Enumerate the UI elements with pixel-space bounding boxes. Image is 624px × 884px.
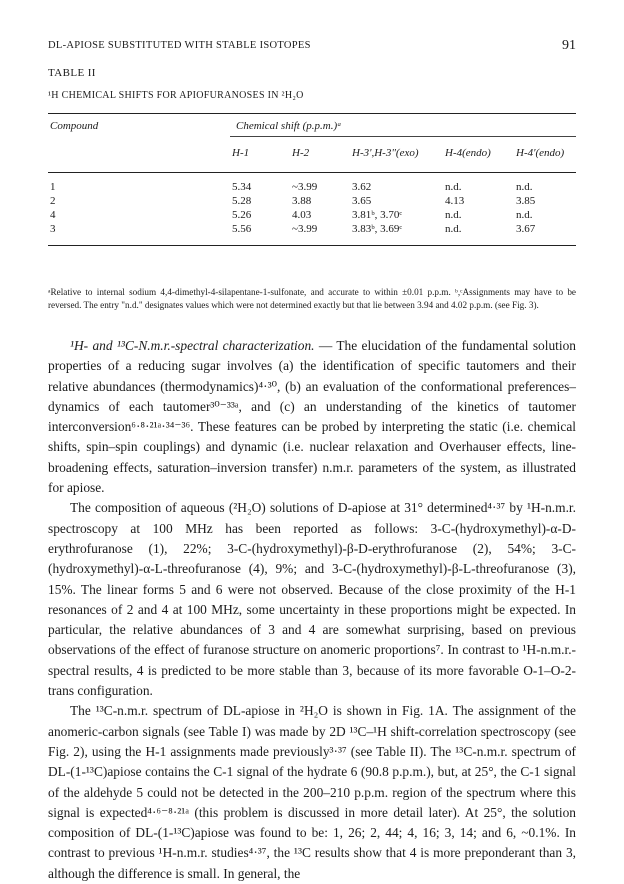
cell-compound: 4 [50,209,56,221]
cell-h4: 4.13 [445,195,465,207]
table-footnote: ᵃRelative to internal sodium 4,4-dimethyl-4-silapentane-1-sulfonate, and accurate to within ±0.01 p.p.m. ᵇ,ᶜAssignments may have to be reversed. The entry "n.d." designates values which were not determined exactly but that lie between 3.94 and 4.02 p.p.m. (see Fig. 3). [48,287,576,310]
compound-column-header: Compound [50,120,99,132]
chemical-shift-table [48,113,576,246]
cell-h4p: n.d. [516,181,533,193]
header-sub-rule [230,136,576,137]
table-header [48,114,576,172]
column-header-h4: H-4(endo) [445,147,491,159]
cell-h2: ~3.99 [292,181,318,193]
table-body [48,173,576,245]
table-row [48,181,576,195]
paragraph [48,336,576,498]
cell-h2: 3.88 [292,195,312,207]
column-header-h4p: H-4'(endo) [516,147,565,159]
page-number: 91 [562,38,576,53]
cell-h4p: 3.67 [516,223,536,235]
table-label: TABLE II [48,67,96,79]
cell-compound: 1 [50,181,56,193]
table-bottom-rule [48,245,576,246]
column-header-h2: H-2 [292,147,310,159]
column-header-h3: H-3',H-3"(exo) [352,147,419,159]
table-row [48,223,576,237]
section-heading: ¹H- and ¹³C-N.m.r.-spectral characterization. [70,338,315,353]
paragraph: The composition of aqueous (²H₂O) solutions of D-apiose at 31° determined⁴·³⁷ by ¹H-n.m.r. spectroscopy at 100 MHz has been reported as follows: 3-C-(hydroxymethyl)-α-D-erythrofuranose (1), 22%; 3-C-(hydroxymethyl)-β-D-erythrofuranose (2), 54%; 3-C-(hydroxymethyl)-α-L-threofuranose (4), 9%; and 3-C-(hydroxymethyl)-β-L-threofuranose (3), 15%. The linear forms 5 and 6 were not observed. Because of the close proximity of the H-1 resonances of 2 and 4 at 100 MHz, some uncertainty in these proportions might be expected. In particular, the relative abundances of 3 and 4 are somewhat surprising, based on previous observations of the effect of furanose structure on anomeric proportions⁷. In contrast to ¹H-n.m.r.-spectral results, 4 is predicted to be more stable than 3, because of its more favorable O-1–O-2-trans configuration. [48,500,576,699]
paragraph: The ¹³C-n.m.r. spectrum of DL-apiose in ²H₂O is shown in Fig. 1A. The assignment of the anomeric-carbon signals (see Table I) was made by 2D ¹³C–¹H shift-correlation spectroscopy (see Fig. 2), using the H-1 assignments made previously³·³⁷ (see Table II). The ¹³C-n.m.r. spectrum of DL-(1-¹³C)apiose contains the C-1 signal of the hydrate 6 (90.8 p.p.m.), but, at 25°, the C-1 signal of the aldehyde 5 could not be detected in the 200–210 p.p.m. region of the spectrum where this signal is expected⁴·⁶⁻⁸·²¹ᵃ (this problem is discussed in more detail later). At 25°, the solution composition of DL-(1-¹³C)apiose was found to be: 1, 26; 2, 44; 4, 16; 3, 14; and 6, ~0.1%. In contrast to previous ¹H-n.m.r. studies⁴·³⁷, the ¹³C results show that 4 is more preponderant than 3, although the difference is small. In general, the [48,703,576,881]
cell-h1: 5.28 [232,195,252,207]
chemical-shift-header: Chemical shift (p.p.m.)ᵃ [236,120,342,132]
cell-h4: n.d. [445,181,462,193]
body-text [48,336,576,884]
column-header-h1: H-1 [232,147,250,159]
cell-compound: 2 [50,195,56,207]
cell-h3: 3.83ᵇ, 3.69ᶜ [352,223,403,235]
cell-h1: 5.56 [232,223,252,235]
cell-h4: n.d. [445,223,462,235]
table-row [48,195,576,209]
paragraph-text: — The elucidation of the fundamental solution properties of a reducing sugar involves (a) the identification of specific tautomers and their relative abundances (thermodynamics)⁴·³⁰, (b) an evaluation of the conformational preferences–dynamics of each tautomer³⁰⁻³³ᵃ, and (c) an understanding of the kinetics of tautomer interconversion⁶·⁸·²¹ᵃ·³⁴⁻³⁶. These features can be probed by interpreting the static (i.e. chemical shifts, spin–spin couplings) and dynamic (i.e. nuclear relaxation and Overhauser effects, line-broadening effects, saturation–inversion transfer) n.m.r. parameters of the system, as illustrated for apiose. [48,338,576,496]
cell-h4p: n.d. [516,209,533,221]
table-row [48,209,576,223]
cell-h3: 3.81ᵇ, 3.70ᶜ [352,209,403,221]
cell-h3: 3.62 [352,181,372,193]
cell-h1: 5.26 [232,209,252,221]
cell-h4: n.d. [445,209,462,221]
cell-h3: 3.65 [352,195,372,207]
page-header [48,40,576,56]
cell-compound: 3 [50,223,56,235]
cell-h1: 5.34 [232,181,252,193]
cell-h4p: 3.85 [516,195,536,207]
table-caption: ¹H CHEMICAL SHIFTS FOR APIOFURANOSES IN ²H₂O [48,90,304,101]
running-title: DL-APIOSE SUBSTITUTED WITH STABLE ISOTOPES [48,40,311,51]
cell-h2: 4.03 [292,209,312,221]
cell-h2: ~3.99 [292,223,318,235]
